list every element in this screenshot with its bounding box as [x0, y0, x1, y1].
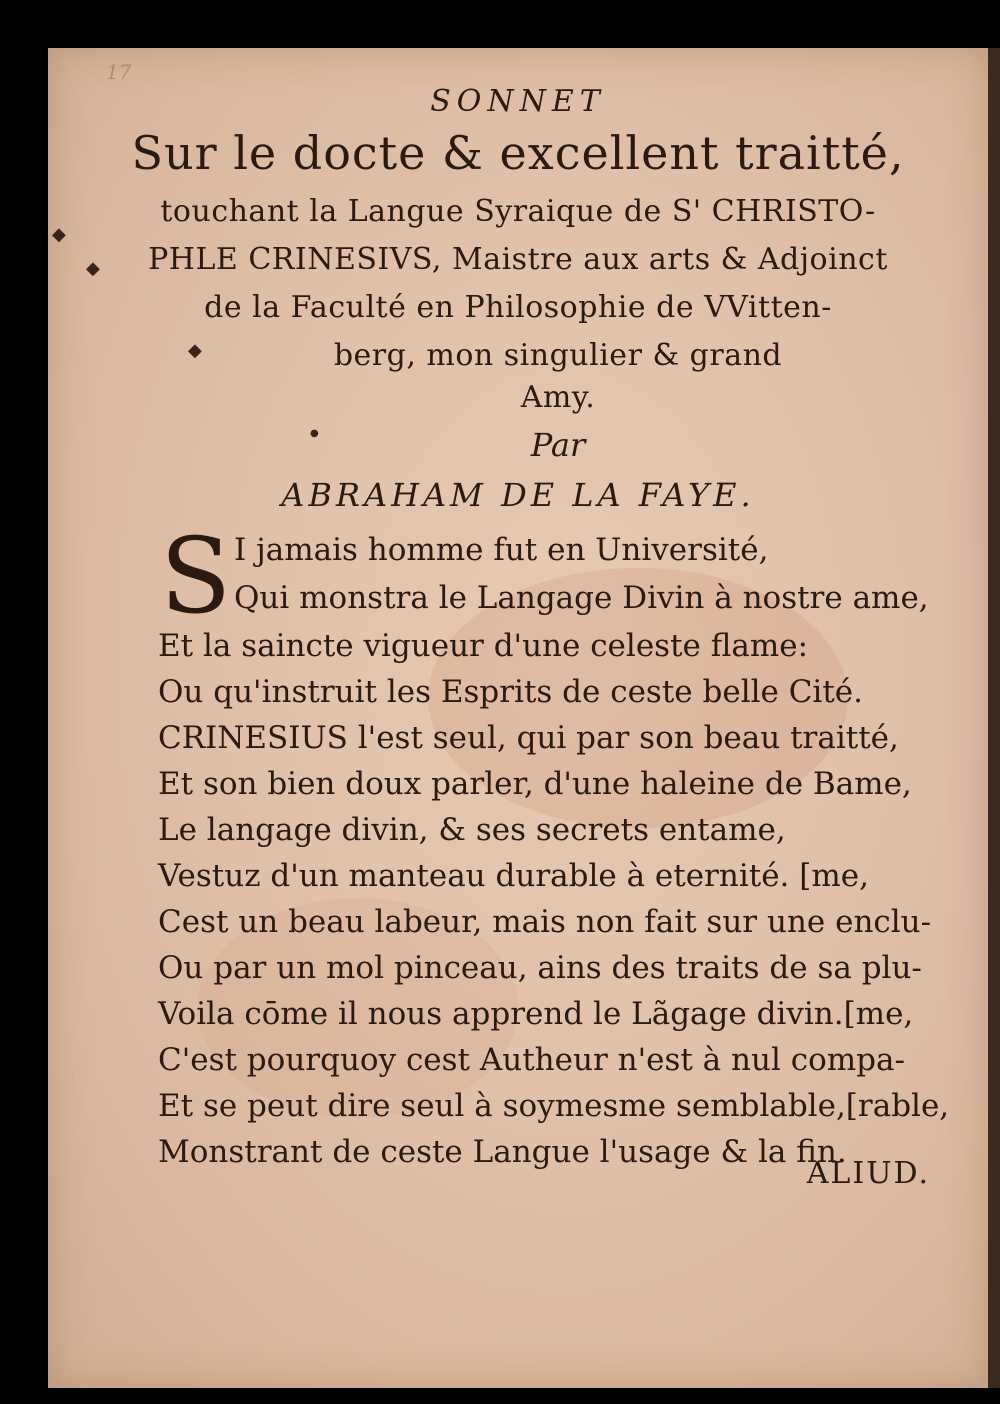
margin-mark: ◆	[188, 340, 202, 361]
verse-line: Voila cōme il nous apprend le Lãgage divin.[me,	[158, 996, 914, 1032]
subtitle-line: Amy.	[520, 380, 596, 415]
by-line: Par	[530, 426, 586, 464]
author-name: ABRAHAM DE LA FAYE.	[281, 476, 755, 514]
verse-line: Et se peut dire seul à soymesme semblable,[rable,	[158, 1088, 950, 1124]
verse-line: CRINESIUS l'est seul, qui par son beau traitté,	[158, 720, 899, 756]
verse-line: Qui monstra le Langage Divin à nostre ame,	[234, 580, 929, 616]
page-edge	[986, 48, 1000, 1388]
verse-line: C'est pourquoy cest Autheur n'est à nul compa-	[158, 1042, 905, 1078]
verse-line: Et la saincte vigueur d'une celeste flame:	[158, 628, 809, 664]
book-page	[48, 48, 988, 1388]
margin-mark: ●	[310, 428, 319, 439]
verse-line: Vestuz d'un manteau durable à eternité. [me,	[158, 858, 869, 894]
verse-line: Ou par un mol pinceau, ains des traits de sa plu-	[158, 950, 922, 986]
verse-line: Ou qu'instruit les Esprits de ceste belle Cité.	[158, 674, 864, 710]
sonnet-heading: SONNET	[430, 84, 606, 119]
sonnet-title: Sur le docte & excellent traitté,	[131, 126, 905, 180]
subtitle-line: berg, mon singulier & grand	[333, 338, 783, 373]
drop-cap: S	[160, 515, 232, 637]
subtitle-line: PHLE CRINESIVS, Maistre aux arts & Adjoinct	[148, 242, 888, 277]
margin-mark: ◆	[86, 258, 100, 279]
subtitle-line: de la Faculté en Philosophie de VVitten-	[204, 290, 832, 325]
closing-word: ALIUD.	[806, 1156, 930, 1191]
verse-line: Et son bien doux parler, d'une haleine de Bame,	[158, 766, 912, 802]
verse-line: Monstrant de ceste Langue l'usage & la fin.	[158, 1134, 847, 1170]
verse-line: I jamais homme fut en Université,	[234, 532, 769, 568]
margin-mark: ◆	[52, 224, 66, 245]
subtitle-line: touchant la Langue Syraique de S' CHRISTO-	[160, 194, 876, 229]
verse-line: Le langage divin, & ses secrets entame,	[158, 812, 786, 848]
verse-line: Cest un beau labeur, mais non fait sur une enclu-	[158, 904, 932, 940]
folio-number: 17	[106, 60, 132, 84]
